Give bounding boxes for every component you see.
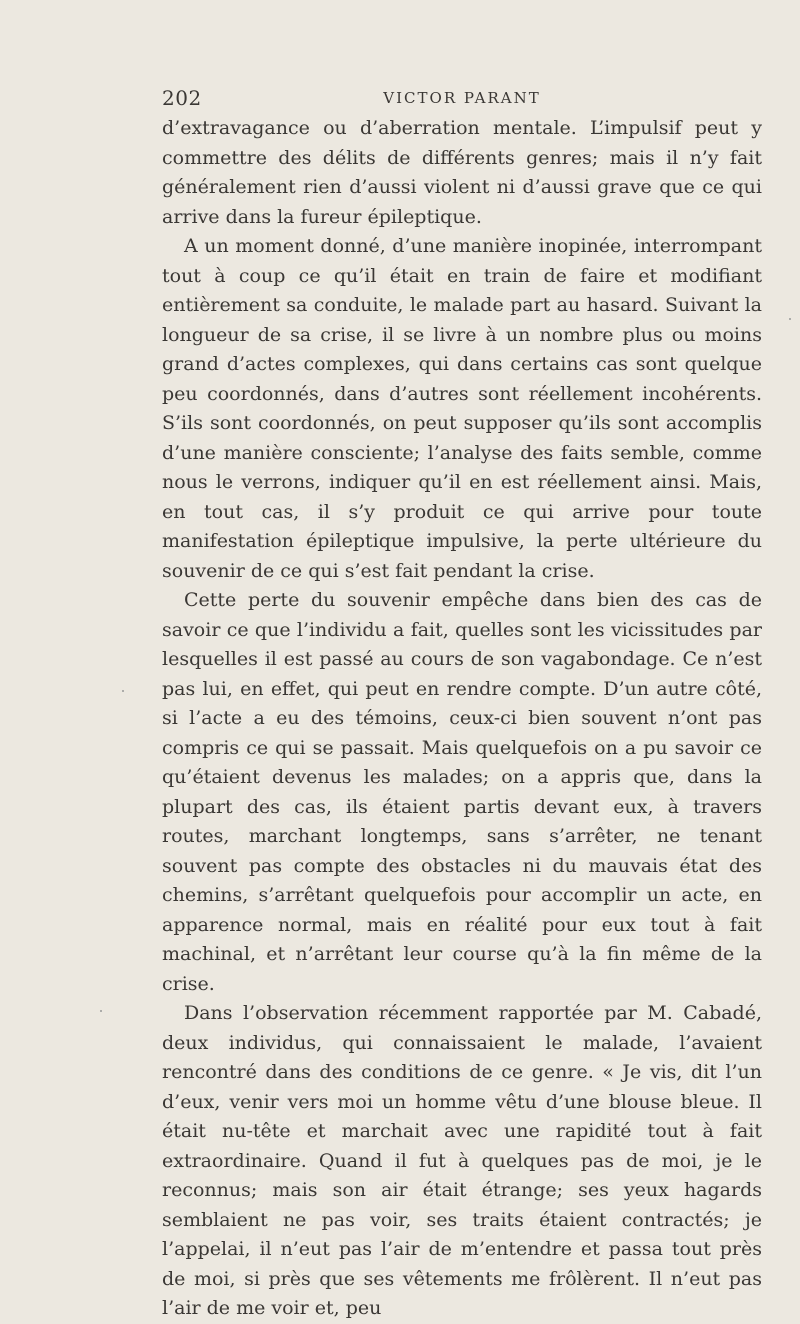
paper-speck [789, 318, 791, 320]
page-number: 202 [162, 86, 202, 110]
paper-speck [100, 1010, 102, 1012]
running-head: VICTOR PARANT [383, 89, 541, 107]
paragraph-4: Dans l’observation récemment rapportée par M. Cabadé, deux individus, qui connaissaient le malade, l’avaient rencontré dans des conditions de ce genre. « Je vis, dit l’un d’eux, venir vers moi un homme vêtu d’une blouse bleue. Il était nu-tête et marchait avec une rapidité tout à fait extraordinaire. Quand il fut à quelques pas de moi, je le reconnus; mais son air était étrange; ses yeux hagards semblaient ne pas voir, ses traits étaient contractés; je l’appelai, il n’eut pas l’air de m’entendre et passa tout près de moi, si près que ses vêtements me frôlèrent. Il n’eut pas l’air de me voir et, peu [162, 1002, 762, 1319]
page-header [162, 86, 762, 110]
body-text [162, 114, 762, 1324]
paragraph-3: Cette perte du souvenir empêche dans bien des cas de savoir ce que l’individu a fait, quelles sont les vicissitudes par lesquelles il est passé au cours de son vagabondage. Ce n’est pas lui, en effet, qui peut en rendre compte. D’un autre côté, si l’acte a eu des témoins, ceux-ci bien souvent n’ont pas compris ce qui se passait. Mais quelquefois on a pu savoir ce qu’étaient devenus les malades; on a appris que, dans la plupart des cas, ils étaient partis devant eux, à travers routes, marchant longtemps, sans s’arrêter, ne tenant souvent pas compte des obstacles ni du mauvais état des chemins, s’arrêtant quelquefois pour accomplir un acte, en apparence normal, mais en réalité pour eux tout à fait machinal, et n’arrêtant leur course qu’à la fin même de la crise. [162, 589, 762, 995]
paper-speck [122, 690, 124, 692]
paragraph-2: A un moment donné, d’une manière inopinée, interrompant tout à coup ce qu’il était en train de faire et modifiant entièrement sa conduite, le malade part au hasard. Suivant la longueur de sa crise, il se livre à un nombre plus ou moins grand d’actes complexes, qui dans certains cas sont quelque peu coordonnés, dans d’autres sont réellement incohérents. S’ils sont coordonnés, on peut supposer qu’ils sont accomplis d’une manière consciente; l’analyse des faits semble, comme nous le verrons, indiquer qu’il en est réellement ainsi. Mais, en tout cas, il s’y produit ce qui arrive pour toute manifestation épileptique impulsive, la perte ultérieure du souvenir de ce qui s’est fait pendant la crise. [162, 235, 762, 582]
paragraph-1: d’extravagance ou d’aberration mentale. L’impulsif peut y commettre des délits de différents genres; mais il n’y fait généralement rien d’aussi violent ni d’aussi grave que ce qui arrive dans la fureur épileptique. [162, 117, 762, 228]
